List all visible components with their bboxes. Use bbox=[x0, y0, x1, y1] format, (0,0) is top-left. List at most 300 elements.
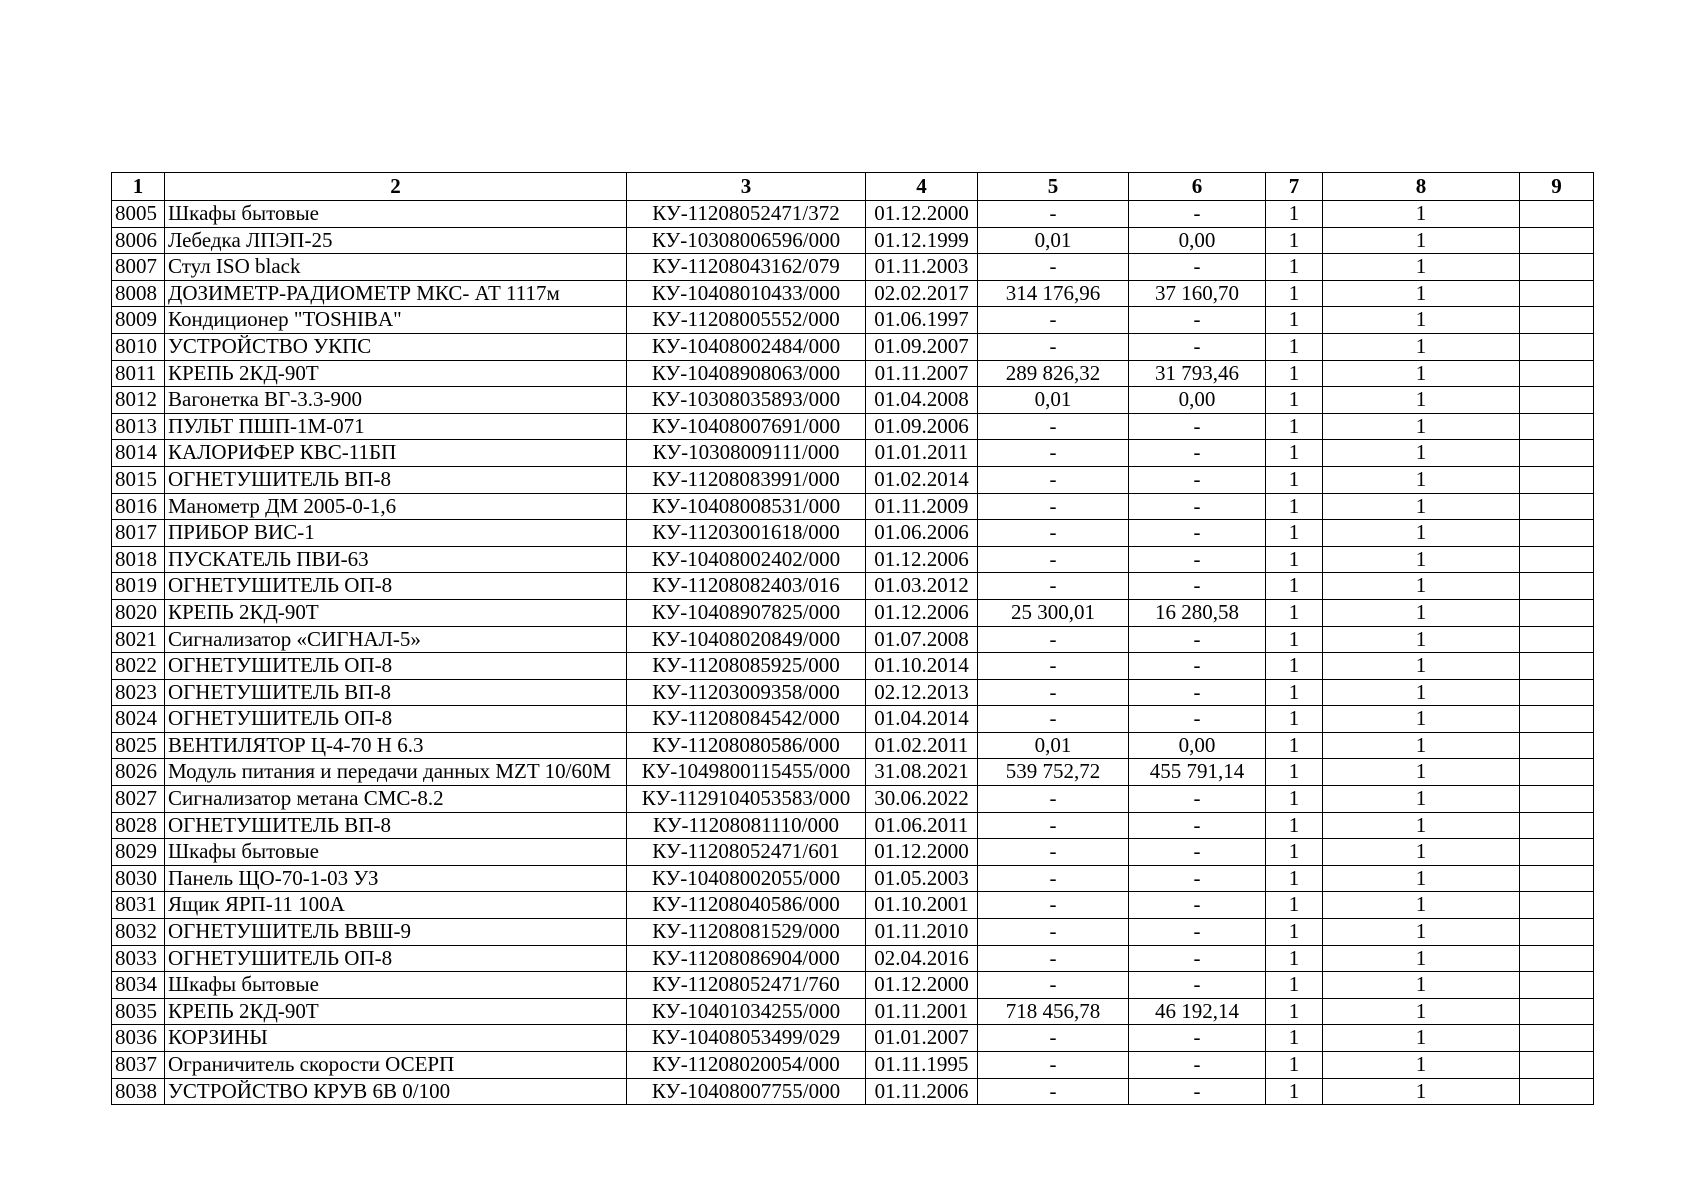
row-number: 8013 bbox=[112, 413, 165, 440]
quantity-col-7: 1 bbox=[1266, 493, 1323, 520]
item-name: Сигнализатор «СИГНАЛ-5» bbox=[165, 626, 627, 653]
date: 01.01.2007 bbox=[866, 1025, 978, 1052]
table-row bbox=[112, 679, 1594, 706]
row-number: 8033 bbox=[112, 945, 165, 972]
date: 02.04.2016 bbox=[866, 945, 978, 972]
quantity-col-8: 1 bbox=[1323, 812, 1520, 839]
date: 01.05.2003 bbox=[866, 865, 978, 892]
value-col-6: 455 791,14 bbox=[1129, 759, 1266, 786]
row-number: 8032 bbox=[112, 919, 165, 946]
value-col-6: - bbox=[1129, 254, 1266, 281]
row-number: 8010 bbox=[112, 333, 165, 360]
note-col-9 bbox=[1520, 892, 1594, 919]
inventory-table-container bbox=[111, 172, 1593, 1105]
column-header-8: 8 bbox=[1323, 173, 1520, 201]
quantity-col-8: 1 bbox=[1323, 679, 1520, 706]
value-col-6: - bbox=[1129, 865, 1266, 892]
item-name: Шкафы бытовые bbox=[165, 972, 627, 999]
table-row bbox=[112, 599, 1594, 626]
item-name: ОГНЕТУШИТЕЛЬ ОП-8 bbox=[165, 573, 627, 600]
row-number: 8015 bbox=[112, 466, 165, 493]
inventory-code: КУ-10408907825/000 bbox=[627, 599, 866, 626]
value-col-5: - bbox=[978, 1052, 1129, 1079]
table-row bbox=[112, 626, 1594, 653]
value-col-6: 0,00 bbox=[1129, 227, 1266, 254]
quantity-col-8: 1 bbox=[1323, 201, 1520, 228]
note-col-9 bbox=[1520, 812, 1594, 839]
item-name: ОГНЕТУШИТЕЛЬ ВП-8 bbox=[165, 812, 627, 839]
note-col-9 bbox=[1520, 1052, 1594, 1079]
note-col-9 bbox=[1520, 759, 1594, 786]
quantity-col-7: 1 bbox=[1266, 786, 1323, 813]
row-number: 8023 bbox=[112, 679, 165, 706]
date: 01.12.2000 bbox=[866, 972, 978, 999]
value-col-5: - bbox=[978, 520, 1129, 547]
note-col-9 bbox=[1520, 1078, 1594, 1105]
quantity-col-7: 1 bbox=[1266, 413, 1323, 440]
quantity-col-8: 1 bbox=[1323, 227, 1520, 254]
inventory-code: КУ-10408053499/029 bbox=[627, 1025, 866, 1052]
quantity-col-8: 1 bbox=[1323, 599, 1520, 626]
value-col-6: - bbox=[1129, 626, 1266, 653]
value-col-5: 314 176,96 bbox=[978, 280, 1129, 307]
quantity-col-8: 1 bbox=[1323, 280, 1520, 307]
row-number: 8027 bbox=[112, 786, 165, 813]
table-row bbox=[112, 520, 1594, 547]
date: 01.09.2006 bbox=[866, 413, 978, 440]
inventory-code: КУ-10408002484/000 bbox=[627, 333, 866, 360]
date: 01.11.2010 bbox=[866, 919, 978, 946]
note-col-9 bbox=[1520, 360, 1594, 387]
row-number: 8031 bbox=[112, 892, 165, 919]
value-col-6: - bbox=[1129, 1078, 1266, 1105]
row-number: 8017 bbox=[112, 520, 165, 547]
date: 02.12.2013 bbox=[866, 679, 978, 706]
table-row bbox=[112, 333, 1594, 360]
date: 02.02.2017 bbox=[866, 280, 978, 307]
value-col-6: 37 160,70 bbox=[1129, 280, 1266, 307]
row-number: 8037 bbox=[112, 1052, 165, 1079]
row-number: 8034 bbox=[112, 972, 165, 999]
item-name: Шкафы бытовые bbox=[165, 839, 627, 866]
item-name: Шкафы бытовые bbox=[165, 201, 627, 228]
date: 01.12.1999 bbox=[866, 227, 978, 254]
inventory-code: КУ-10308035893/000 bbox=[627, 387, 866, 414]
value-col-6: - bbox=[1129, 706, 1266, 733]
table-row bbox=[112, 759, 1594, 786]
table-row bbox=[112, 307, 1594, 334]
quantity-col-8: 1 bbox=[1323, 546, 1520, 573]
quantity-col-8: 1 bbox=[1323, 839, 1520, 866]
date: 01.12.2006 bbox=[866, 599, 978, 626]
value-col-6: 31 793,46 bbox=[1129, 360, 1266, 387]
row-number: 8014 bbox=[112, 440, 165, 467]
inventory-code: КУ-1049800115455/000 bbox=[627, 759, 866, 786]
inventory-code: КУ-11208052471/372 bbox=[627, 201, 866, 228]
quantity-col-7: 1 bbox=[1266, 892, 1323, 919]
item-name: Ящик ЯРП-11 100А bbox=[165, 892, 627, 919]
value-col-5: - bbox=[978, 945, 1129, 972]
item-name: Панель ЩО-70-1-03 УЗ bbox=[165, 865, 627, 892]
row-number: 8011 bbox=[112, 360, 165, 387]
quantity-col-7: 1 bbox=[1266, 387, 1323, 414]
date: 01.12.2000 bbox=[866, 201, 978, 228]
column-header-1: 1 bbox=[112, 173, 165, 201]
row-number: 8035 bbox=[112, 998, 165, 1025]
item-name: КРЕПЬ 2КД-90Т bbox=[165, 360, 627, 387]
value-col-5: - bbox=[978, 1078, 1129, 1105]
date: 01.06.1997 bbox=[866, 307, 978, 334]
item-name: ВЕНТИЛЯТОР Ц-4-70 Н 6.3 bbox=[165, 732, 627, 759]
item-name: УСТРОЙСТВО КРУВ 6В 0/100 bbox=[165, 1078, 627, 1105]
item-name: ОГНЕТУШИТЕЛЬ ОП-8 bbox=[165, 706, 627, 733]
row-number: 8025 bbox=[112, 732, 165, 759]
note-col-9 bbox=[1520, 227, 1594, 254]
quantity-col-8: 1 bbox=[1323, 732, 1520, 759]
inventory-code: КУ-11208084542/000 bbox=[627, 706, 866, 733]
quantity-col-8: 1 bbox=[1323, 493, 1520, 520]
inventory-code: КУ-11203001618/000 bbox=[627, 520, 866, 547]
table-header bbox=[112, 173, 1594, 201]
quantity-col-7: 1 bbox=[1266, 812, 1323, 839]
note-col-9 bbox=[1520, 706, 1594, 733]
value-col-5: - bbox=[978, 892, 1129, 919]
quantity-col-8: 1 bbox=[1323, 440, 1520, 467]
value-col-5: 289 826,32 bbox=[978, 360, 1129, 387]
table-row bbox=[112, 546, 1594, 573]
table-row bbox=[112, 493, 1594, 520]
quantity-col-8: 1 bbox=[1323, 972, 1520, 999]
quantity-col-7: 1 bbox=[1266, 653, 1323, 680]
quantity-col-7: 1 bbox=[1266, 440, 1323, 467]
value-col-6: - bbox=[1129, 1052, 1266, 1079]
column-header-4: 4 bbox=[866, 173, 978, 201]
column-header-2: 2 bbox=[165, 173, 627, 201]
value-col-5: - bbox=[978, 254, 1129, 281]
row-number: 8028 bbox=[112, 812, 165, 839]
inventory-code: КУ-11208083991/000 bbox=[627, 466, 866, 493]
value-col-6: - bbox=[1129, 653, 1266, 680]
row-number: 8012 bbox=[112, 387, 165, 414]
note-col-9 bbox=[1520, 919, 1594, 946]
value-col-5: - bbox=[978, 839, 1129, 866]
note-col-9 bbox=[1520, 972, 1594, 999]
inventory-code: КУ-10408010433/000 bbox=[627, 280, 866, 307]
inventory-code: КУ-10408007755/000 bbox=[627, 1078, 866, 1105]
inventory-code: КУ-11208043162/079 bbox=[627, 254, 866, 281]
column-header-5: 5 bbox=[978, 173, 1129, 201]
quantity-col-7: 1 bbox=[1266, 466, 1323, 493]
table-row bbox=[112, 786, 1594, 813]
note-col-9 bbox=[1520, 839, 1594, 866]
value-col-5: - bbox=[978, 440, 1129, 467]
quantity-col-7: 1 bbox=[1266, 1078, 1323, 1105]
inventory-code: КУ-10408008531/000 bbox=[627, 493, 866, 520]
value-col-5: - bbox=[978, 573, 1129, 600]
quantity-col-8: 1 bbox=[1323, 520, 1520, 547]
note-col-9 bbox=[1520, 493, 1594, 520]
quantity-col-7: 1 bbox=[1266, 360, 1323, 387]
table-body bbox=[112, 201, 1594, 1105]
date: 01.11.2003 bbox=[866, 254, 978, 281]
value-col-5: - bbox=[978, 972, 1129, 999]
item-name: Лебедка ЛПЭП-25 bbox=[165, 227, 627, 254]
table-row bbox=[112, 812, 1594, 839]
item-name: ОГНЕТУШИТЕЛЬ ВП-8 bbox=[165, 679, 627, 706]
table-row bbox=[112, 972, 1594, 999]
quantity-col-7: 1 bbox=[1266, 280, 1323, 307]
item-name: ОГНЕТУШИТЕЛЬ ОП-8 bbox=[165, 653, 627, 680]
date: 01.11.1995 bbox=[866, 1052, 978, 1079]
quantity-col-8: 1 bbox=[1323, 759, 1520, 786]
column-header-9: 9 bbox=[1520, 173, 1594, 201]
table-row bbox=[112, 1078, 1594, 1105]
note-col-9 bbox=[1520, 786, 1594, 813]
quantity-col-7: 1 bbox=[1266, 732, 1323, 759]
value-col-6: - bbox=[1129, 786, 1266, 813]
quantity-col-8: 1 bbox=[1323, 919, 1520, 946]
quantity-col-7: 1 bbox=[1266, 865, 1323, 892]
quantity-col-8: 1 bbox=[1323, 1025, 1520, 1052]
row-number: 8021 bbox=[112, 626, 165, 653]
quantity-col-8: 1 bbox=[1323, 413, 1520, 440]
quantity-col-7: 1 bbox=[1266, 546, 1323, 573]
value-col-5: 25 300,01 bbox=[978, 599, 1129, 626]
date: 01.11.2006 bbox=[866, 1078, 978, 1105]
date: 01.07.2008 bbox=[866, 626, 978, 653]
date: 01.02.2011 bbox=[866, 732, 978, 759]
row-number: 8036 bbox=[112, 1025, 165, 1052]
date: 01.10.2001 bbox=[866, 892, 978, 919]
value-col-6: 16 280,58 bbox=[1129, 599, 1266, 626]
row-number: 8009 bbox=[112, 307, 165, 334]
table-row bbox=[112, 466, 1594, 493]
quantity-col-7: 1 bbox=[1266, 333, 1323, 360]
value-col-6: - bbox=[1129, 812, 1266, 839]
inventory-code: КУ-11208052471/601 bbox=[627, 839, 866, 866]
date: 01.04.2008 bbox=[866, 387, 978, 414]
date: 01.04.2014 bbox=[866, 706, 978, 733]
item-name: Кондиционер "TOSHIBA" bbox=[165, 307, 627, 334]
quantity-col-7: 1 bbox=[1266, 759, 1323, 786]
value-col-6: - bbox=[1129, 679, 1266, 706]
note-col-9 bbox=[1520, 333, 1594, 360]
quantity-col-7: 1 bbox=[1266, 307, 1323, 334]
value-col-6: - bbox=[1129, 333, 1266, 360]
value-col-5: 0,01 bbox=[978, 227, 1129, 254]
item-name: ДОЗИМЕТР-РАДИОМЕТР МКС- АТ 1117м bbox=[165, 280, 627, 307]
inventory-code: КУ-11208005552/000 bbox=[627, 307, 866, 334]
value-col-5: 718 456,78 bbox=[978, 998, 1129, 1025]
table-row bbox=[112, 919, 1594, 946]
inventory-code: КУ-1129104053583/000 bbox=[627, 786, 866, 813]
date: 31.08.2021 bbox=[866, 759, 978, 786]
inventory-code: КУ-11208040586/000 bbox=[627, 892, 866, 919]
value-col-5: 0,01 bbox=[978, 387, 1129, 414]
note-col-9 bbox=[1520, 626, 1594, 653]
value-col-6: - bbox=[1129, 919, 1266, 946]
quantity-col-8: 1 bbox=[1323, 626, 1520, 653]
date: 01.12.2006 bbox=[866, 546, 978, 573]
value-col-5: - bbox=[978, 413, 1129, 440]
note-col-9 bbox=[1520, 573, 1594, 600]
date: 01.10.2014 bbox=[866, 653, 978, 680]
quantity-col-7: 1 bbox=[1266, 573, 1323, 600]
quantity-col-8: 1 bbox=[1323, 892, 1520, 919]
quantity-col-8: 1 bbox=[1323, 945, 1520, 972]
table-row bbox=[112, 280, 1594, 307]
table-row bbox=[112, 254, 1594, 281]
row-number: 8016 bbox=[112, 493, 165, 520]
table-row bbox=[112, 413, 1594, 440]
value-col-6: - bbox=[1129, 493, 1266, 520]
note-col-9 bbox=[1520, 599, 1594, 626]
row-number: 8007 bbox=[112, 254, 165, 281]
inventory-code: КУ-10408007691/000 bbox=[627, 413, 866, 440]
item-name: КРЕПЬ 2КД-90Т bbox=[165, 599, 627, 626]
table-row bbox=[112, 653, 1594, 680]
table-row bbox=[112, 1052, 1594, 1079]
note-col-9 bbox=[1520, 1025, 1594, 1052]
date: 01.11.2001 bbox=[866, 998, 978, 1025]
value-col-6: - bbox=[1129, 466, 1266, 493]
quantity-col-8: 1 bbox=[1323, 360, 1520, 387]
note-col-9 bbox=[1520, 945, 1594, 972]
row-number: 8018 bbox=[112, 546, 165, 573]
note-col-9 bbox=[1520, 254, 1594, 281]
inventory-code: КУ-10401034255/000 bbox=[627, 998, 866, 1025]
inventory-code: КУ-10408002055/000 bbox=[627, 865, 866, 892]
inventory-code: КУ-10308006596/000 bbox=[627, 227, 866, 254]
row-number: 8005 bbox=[112, 201, 165, 228]
table-row bbox=[112, 892, 1594, 919]
quantity-col-8: 1 bbox=[1323, 786, 1520, 813]
quantity-col-8: 1 bbox=[1323, 706, 1520, 733]
value-col-5: - bbox=[978, 546, 1129, 573]
quantity-col-8: 1 bbox=[1323, 307, 1520, 334]
quantity-col-7: 1 bbox=[1266, 201, 1323, 228]
value-col-6: 0,00 bbox=[1129, 732, 1266, 759]
item-name: КОРЗИНЫ bbox=[165, 1025, 627, 1052]
note-col-9 bbox=[1520, 546, 1594, 573]
quantity-col-8: 1 bbox=[1323, 466, 1520, 493]
table-row bbox=[112, 360, 1594, 387]
quantity-col-8: 1 bbox=[1323, 998, 1520, 1025]
item-name: Модуль питания и передачи данных MZT 10/60М bbox=[165, 759, 627, 786]
quantity-col-7: 1 bbox=[1266, 227, 1323, 254]
quantity-col-7: 1 bbox=[1266, 839, 1323, 866]
item-name: Вагонетка ВГ-3.3-900 bbox=[165, 387, 627, 414]
inventory-code: КУ-10408908063/000 bbox=[627, 360, 866, 387]
row-number: 8022 bbox=[112, 653, 165, 680]
date: 01.03.2012 bbox=[866, 573, 978, 600]
table-row bbox=[112, 387, 1594, 414]
quantity-col-7: 1 bbox=[1266, 254, 1323, 281]
value-col-5: - bbox=[978, 786, 1129, 813]
value-col-6: 46 192,14 bbox=[1129, 998, 1266, 1025]
item-name: ПУЛЬТ ПШП-1М-071 bbox=[165, 413, 627, 440]
inventory-code: КУ-11208086904/000 bbox=[627, 945, 866, 972]
date: 01.12.2000 bbox=[866, 839, 978, 866]
note-col-9 bbox=[1520, 732, 1594, 759]
quantity-col-8: 1 bbox=[1323, 1078, 1520, 1105]
value-col-6: - bbox=[1129, 520, 1266, 547]
note-col-9 bbox=[1520, 413, 1594, 440]
table-row bbox=[112, 201, 1594, 228]
quantity-col-7: 1 bbox=[1266, 520, 1323, 547]
row-number: 8030 bbox=[112, 865, 165, 892]
table-row bbox=[112, 945, 1594, 972]
inventory-code: КУ-10408020849/000 bbox=[627, 626, 866, 653]
table-row bbox=[112, 839, 1594, 866]
value-col-6: - bbox=[1129, 945, 1266, 972]
date: 30.06.2022 bbox=[866, 786, 978, 813]
table-row bbox=[112, 706, 1594, 733]
item-name: Манометр ДМ 2005-0-1,6 bbox=[165, 493, 627, 520]
inventory-code: КУ-11208081110/000 bbox=[627, 812, 866, 839]
inventory-code: КУ-11208080586/000 bbox=[627, 732, 866, 759]
quantity-col-8: 1 bbox=[1323, 653, 1520, 680]
note-col-9 bbox=[1520, 520, 1594, 547]
quantity-col-8: 1 bbox=[1323, 254, 1520, 281]
row-number: 8020 bbox=[112, 599, 165, 626]
item-name: ПРИБОР ВИС-1 bbox=[165, 520, 627, 547]
quantity-col-7: 1 bbox=[1266, 706, 1323, 733]
note-col-9 bbox=[1520, 653, 1594, 680]
note-col-9 bbox=[1520, 440, 1594, 467]
value-col-6: - bbox=[1129, 440, 1266, 467]
inventory-code: КУ-11208082403/016 bbox=[627, 573, 866, 600]
row-number: 8038 bbox=[112, 1078, 165, 1105]
row-number: 8008 bbox=[112, 280, 165, 307]
value-col-6: - bbox=[1129, 546, 1266, 573]
table-row bbox=[112, 998, 1594, 1025]
inventory-code: КУ-11208081529/000 bbox=[627, 919, 866, 946]
column-header-3: 3 bbox=[627, 173, 866, 201]
row-number: 8026 bbox=[112, 759, 165, 786]
date: 01.09.2007 bbox=[866, 333, 978, 360]
item-name: ОГНЕТУШИТЕЛЬ ОП-8 bbox=[165, 945, 627, 972]
row-number: 8024 bbox=[112, 706, 165, 733]
quantity-col-7: 1 bbox=[1266, 626, 1323, 653]
item-name: Ограничитель скорости ОСЕРП bbox=[165, 1052, 627, 1079]
quantity-col-7: 1 bbox=[1266, 998, 1323, 1025]
value-col-5: - bbox=[978, 1025, 1129, 1052]
note-col-9 bbox=[1520, 280, 1594, 307]
note-col-9 bbox=[1520, 201, 1594, 228]
quantity-col-7: 1 bbox=[1266, 972, 1323, 999]
value-col-5: - bbox=[978, 626, 1129, 653]
column-header-6: 6 bbox=[1129, 173, 1266, 201]
value-col-5: - bbox=[978, 706, 1129, 733]
item-name: УСТРОЙСТВО УКПС bbox=[165, 333, 627, 360]
table-row bbox=[112, 1025, 1594, 1052]
note-col-9 bbox=[1520, 998, 1594, 1025]
value-col-5: - bbox=[978, 493, 1129, 520]
value-col-5: - bbox=[978, 307, 1129, 334]
note-col-9 bbox=[1520, 307, 1594, 334]
quantity-col-8: 1 bbox=[1323, 333, 1520, 360]
value-col-5: - bbox=[978, 812, 1129, 839]
value-col-6: - bbox=[1129, 201, 1266, 228]
inventory-code: КУ-10308009111/000 bbox=[627, 440, 866, 467]
item-name: ОГНЕТУШИТЕЛЬ ВВШ-9 bbox=[165, 919, 627, 946]
quantity-col-8: 1 bbox=[1323, 573, 1520, 600]
note-col-9 bbox=[1520, 865, 1594, 892]
quantity-col-8: 1 bbox=[1323, 387, 1520, 414]
value-col-5: 539 752,72 bbox=[978, 759, 1129, 786]
inventory-code: КУ-11203009358/000 bbox=[627, 679, 866, 706]
